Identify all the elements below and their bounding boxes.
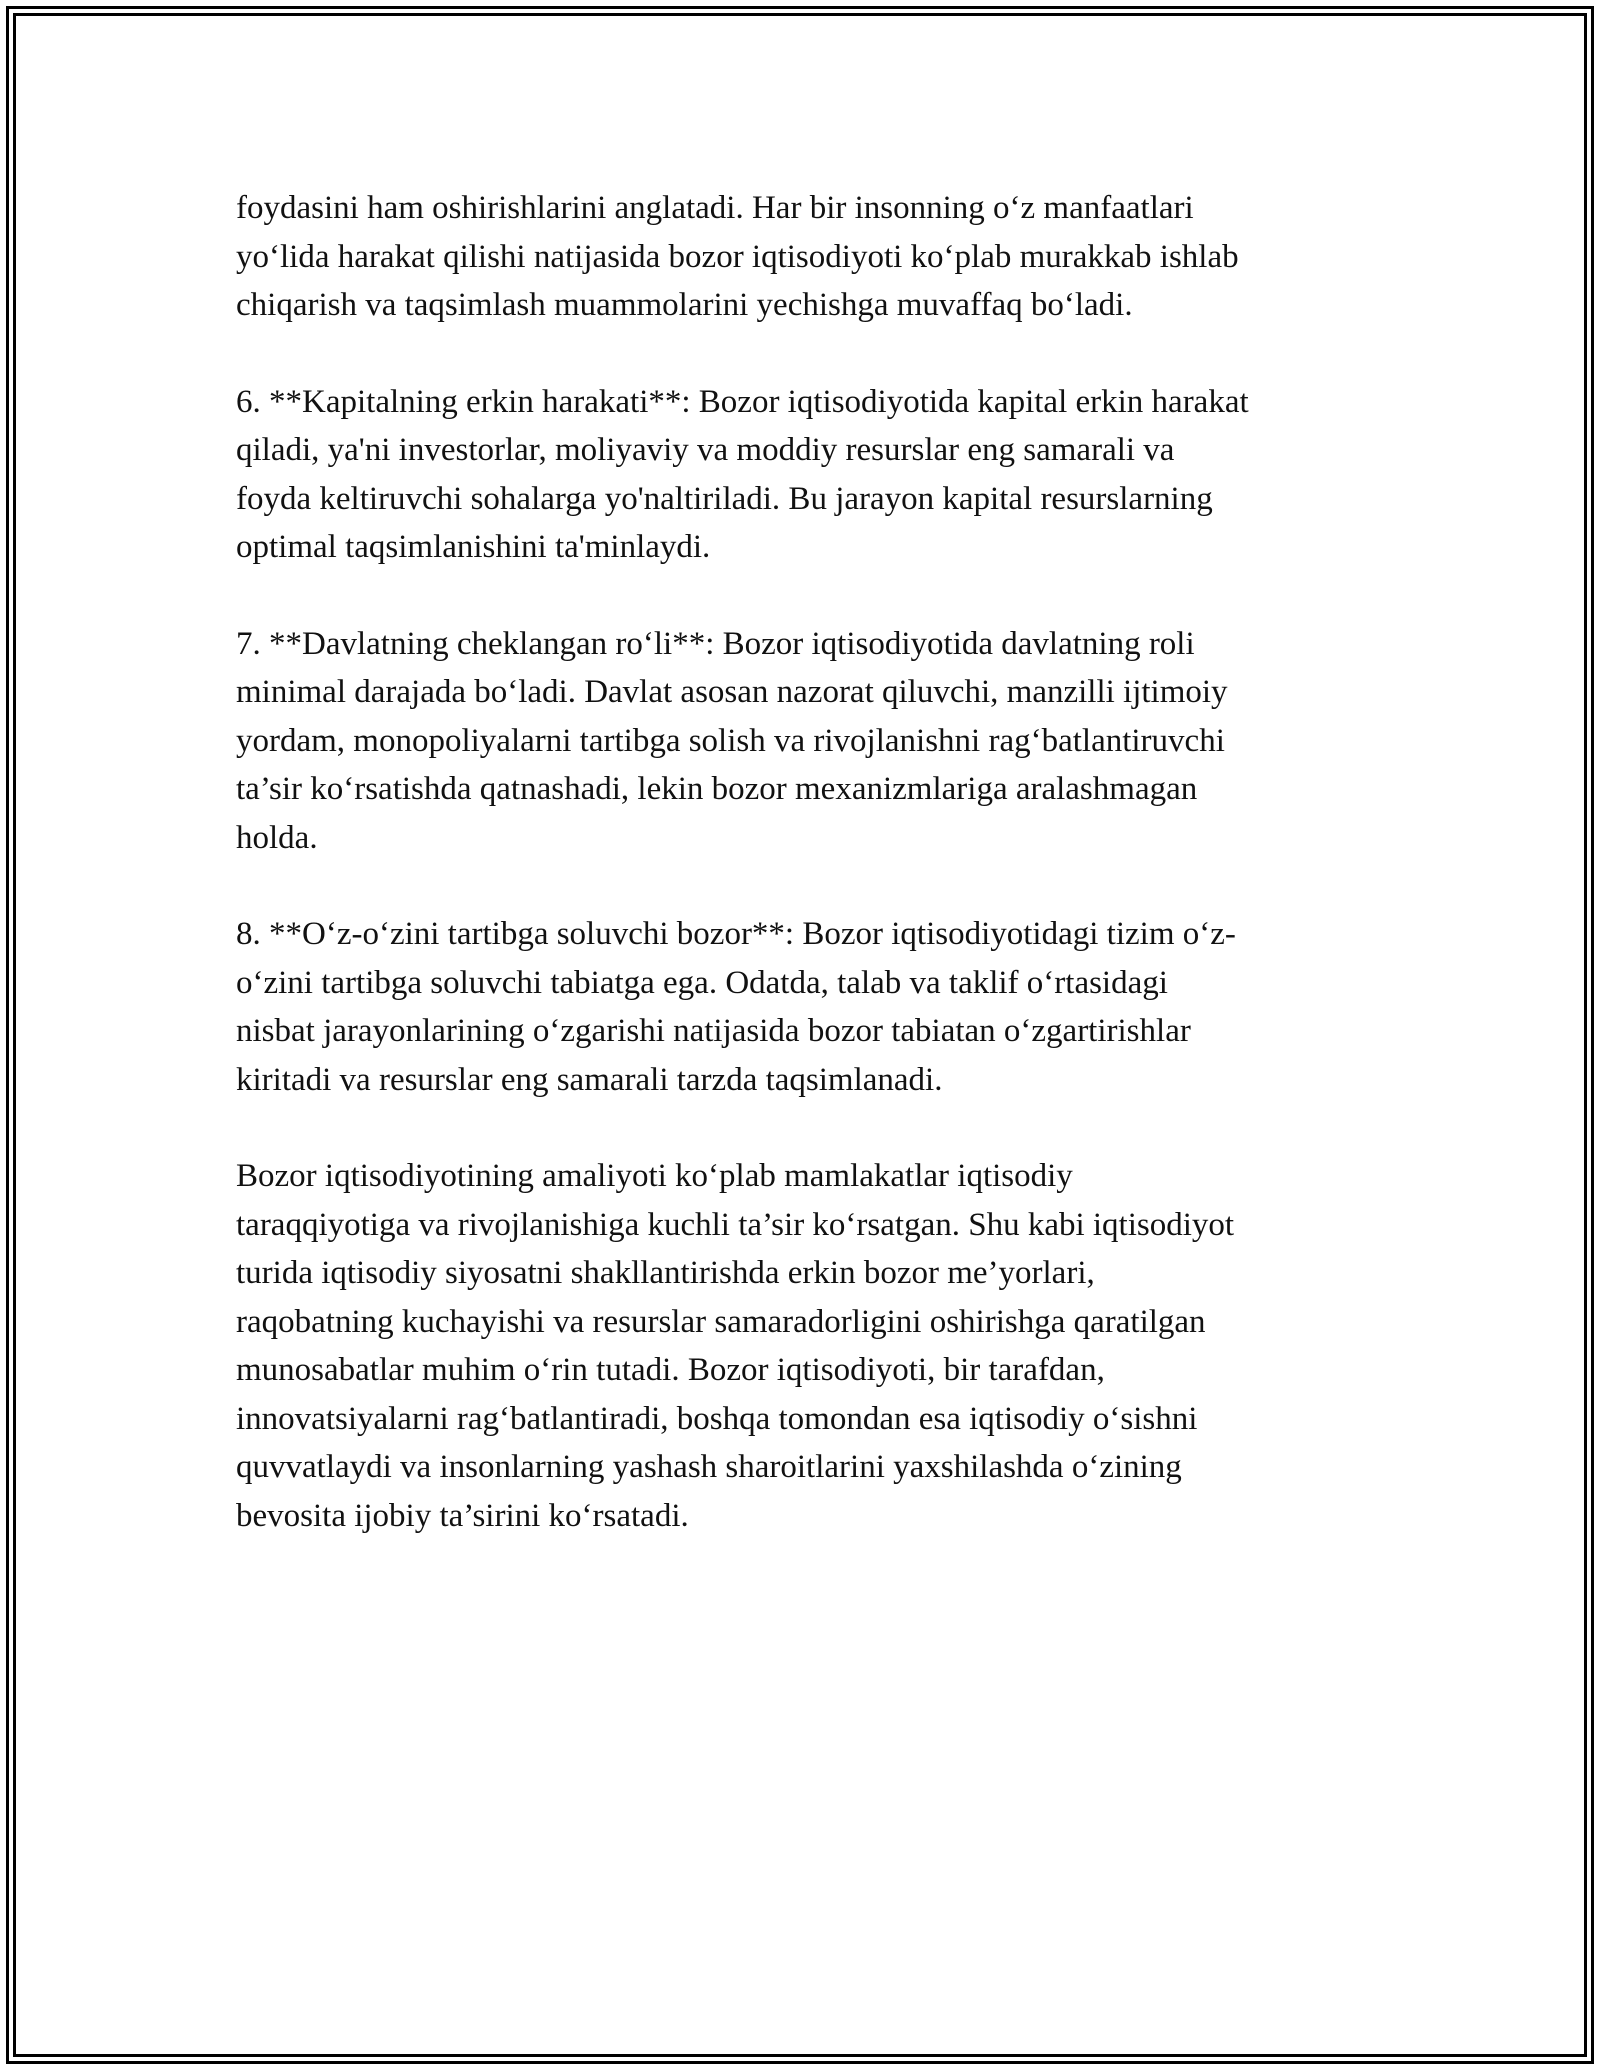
paragraph-item-7 (236, 620, 1376, 863)
text-line: raqobatning kuchayishi va resurslar samaradorligini oshirishga qaratilgan (236, 1303, 1206, 1340)
text-line: optimal taqsimlanishini ta'minlaydi. (236, 529, 711, 565)
text-line: qiladi, ya'ni investorlar, moliyaviy va moddiy resurslar eng samarali va (236, 432, 1175, 468)
text-line: munosabatlar muhim o‘rin tutadi. Bozor iqtisodiyoti, bir tarafdan, (236, 1352, 1105, 1388)
document-body (236, 184, 1376, 1588)
paragraph-item-8 (236, 910, 1376, 1104)
text-line: kiritadi va resurslar eng samarali tarzda taqsimlanadi. (236, 1061, 943, 1098)
text-line: turida iqtisodiy siyosatni shakllantirishda erkin bozor me’yorlari, (236, 1255, 1095, 1291)
text-line: 6. **Kapitalning erkin harakati**: Bozor iqtisodiyotida kapital erkin harakat (236, 383, 1249, 420)
text-line: minimal darajada bo‘ladi. Davlat asosan nazorat qiluvchi, manzilli ijtimoiy (236, 674, 1228, 710)
text-line: 8. **O‘z-o‘zini tartibga soluvchi bozor**: Bozor iqtisodiyotidagi tizim o‘z- (236, 916, 1236, 952)
text-line: yordam, monopoliyalarni tartibga solish va rivojlanishni rag‘batlantiruvchi (236, 722, 1225, 759)
text-line: quvvatlaydi va insonlarning yashash sharoitlarini yaxshilashda o‘zining (236, 1449, 1182, 1485)
text-line: holda. (236, 819, 318, 856)
text-line: bevosita ijobiy ta’sirini ko‘rsatadi. (236, 1497, 689, 1534)
text-line: foyda keltiruvchi sohalarga yo'naltiriladi. Bu jarayon kapital resurslarning (236, 480, 1213, 517)
text-line: foydasini ham oshirishlarini anglatadi. Har bir insonning o‘z manfaatlari (236, 190, 1194, 226)
text-line: chiqarish va taqsimlash muammolarini yechishga muvaffaq bo‘ladi. (236, 287, 1133, 323)
text-line: yo‘lida harakat qilishi natijasida bozor iqtisodiyoti ko‘plab murakkab ishlab (236, 238, 1239, 275)
text-line: taraqqiyotiga va rivojlanishiga kuchli ta’sir ko‘rsatgan. Shu kabi iqtisodiyot (236, 1206, 1235, 1243)
paragraph-continuation (236, 184, 1376, 330)
text-line: nisbat jarayonlarining o‘zgarishi natijasida bozor tabiatan o‘zgartirishlar (236, 1013, 1191, 1049)
paragraph-conclusion (236, 1152, 1376, 1540)
text-line: o‘zini tartibga soluvchi tabiatga ega. Odatda, talab va taklif o‘rtasidagi (236, 964, 1168, 1001)
paragraph-item-6 (236, 378, 1376, 572)
text-line: ta’sir ko‘rsatishda qatnashadi, lekin bozor mexanizmlariga aralashmagan (236, 771, 1198, 807)
text-line: innovatsiyalarni rag‘batlantiradi, boshqa tomondan esa iqtisodiy o‘sishni (236, 1400, 1198, 1437)
text-line: 7. **Davlatning cheklangan ro‘li**: Bozor iqtisodiyotida davlatning roli (236, 625, 1195, 662)
text-line: Bozor iqtisodiyotining amaliyoti ko‘plab mamlakatlar iqtisodiy (236, 1158, 1073, 1194)
